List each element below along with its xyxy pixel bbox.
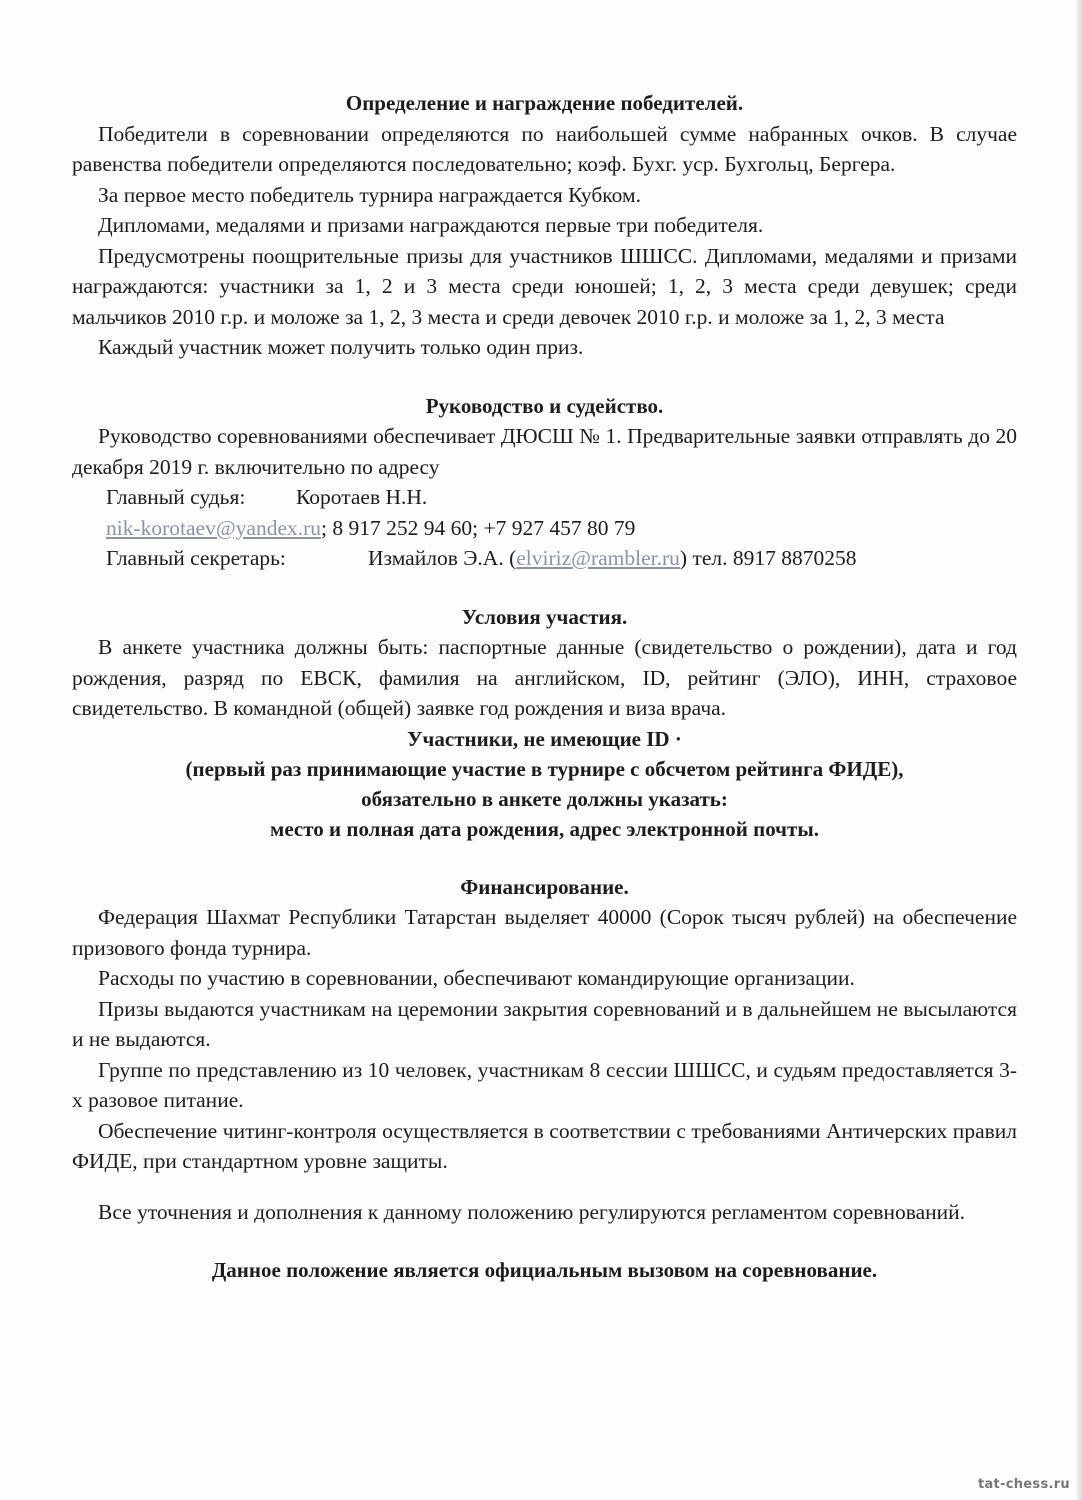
conditions-note-line-4: место и полная дата рождения, адрес электронной почты. [270,816,819,841]
winners-paragraph-3: Дипломами, медалями и призами награждаются первые три победителя. [98,213,764,237]
chief-judge-phones: ; 8 917 252 94 60; +7 927 457 80 79 [321,515,636,540]
document-body [72,88,1017,1286]
chief-secretary-name: Измайлов Э.А. [368,546,504,570]
winners-paragraph-1: Победители в соревновании определяются по наибольшей сумме набранных очков. В случае равенства победители определяются последовательно; коэф. Бухг. уср. Бухгольц, Бергера. [72,121,1017,176]
chief-secretary-phone: тел. 8917 8870258 [692,546,857,570]
chief-judge-email-link[interactable]: nik-korotaev@yandex.ru [106,515,322,540]
finance-paragraph-1: Федерация Шахмат Республики Татарстан выделяет 40000 (Сорок тысяч рублей) на обеспечение призового фонда турнира. [72,905,1017,960]
heading-finance: Финансирование. [460,874,629,899]
conditions-paragraph: В анкете участника должны быть: паспортные данные (свидетельство о рождении), дата и год рождения, разряд по ЕВСК, фамилия на английском, ID, рейтинг (ЭЛО), ИНН, страховое свидетельство. В командной (общей) заявке год рождения и виза врача. [72,635,1017,720]
page-edge [1076,0,1082,1500]
chief-judge-label: Главный судья: [106,485,246,509]
conditions-note-line-3: обязательно в анкете должны указать: [361,786,728,811]
finance-paragraph-6: Все уточнения и дополнения к данному положению регулируются регламентом соревнований. [98,1199,966,1224]
finance-paragraph-3: Призы выдаются участникам на церемонии закрытия соревнований и в дальнейшем не высылаются и не выдаются. [72,996,1017,1051]
conditions-note-line-1: Участники, не имеющие ID · [407,726,682,751]
winners-paragraph-4: Предусмотрены поощрительные призы для участников ШШСС. Дипломами, медалями и призами награждаются: участники за 1, 2 и 3 места среди юношей; 1, 2, 3 места среди девушек; среди мальчиков 2010 г.р. и моложе за 1, 2, 3 места и среди девочек 2010 г.р. и моложе за 1, 2, 3 места [72,243,1017,329]
heading-conditions: Условия участия. [461,604,628,629]
finance-paragraph-4: Группе по представлению из 10 человек, участникам 8 сессии ШШСС, и судьям предоставляется 3-х разовое питание. [72,1057,1017,1112]
winners-paragraph-2: За первое место победитель турнира награждается Кубком. [98,182,641,207]
chief-secretary-email-link[interactable]: elviriz@rambler.ru [516,546,680,570]
chief-judge-name: Коротаев Н.Н. [296,485,428,509]
finance-paragraph-5: Обеспечение читинг-контроля осуществляется в соответствии с требованиями Античерских правил ФИДЕ, при стандартном уровне защиты. [72,1118,1017,1173]
finance-paragraph-2: Расходы по участию в соревновании, обеспечивают командирующие организации. [98,966,855,990]
chief-judge-contacts [72,513,1017,544]
chief-judge-line [72,482,1017,513]
heading-management: Руководство и судейство. [425,393,664,418]
chief-secretary-label: Главный секретарь: [106,546,286,570]
heading-winners: Определение и награждение победителей. [345,91,744,115]
chief-secretary-line: Главный секретарь: Измайлов Э.А. (elviriz@rambler.ru) тел. 8917 8870258 [72,543,1017,574]
conditions-note-line-2: (первый раз принимающие участие в турнире с обсчетом рейтинга ФИДЕ), [185,756,904,781]
winners-paragraph-5: Каждый участник может получить только один приз. [98,335,584,359]
site-watermark: tat-chess.ru [977,1477,1070,1492]
official-call-statement: Данное положение является официальным вызовом на соревнование. [211,1258,878,1282]
management-paragraph: Руководство соревнованиями обеспечивает ДЮСШ № 1. Предварительные заявки отправлять до 20 декабря 2019 г. включительно по адресу [72,424,1017,479]
